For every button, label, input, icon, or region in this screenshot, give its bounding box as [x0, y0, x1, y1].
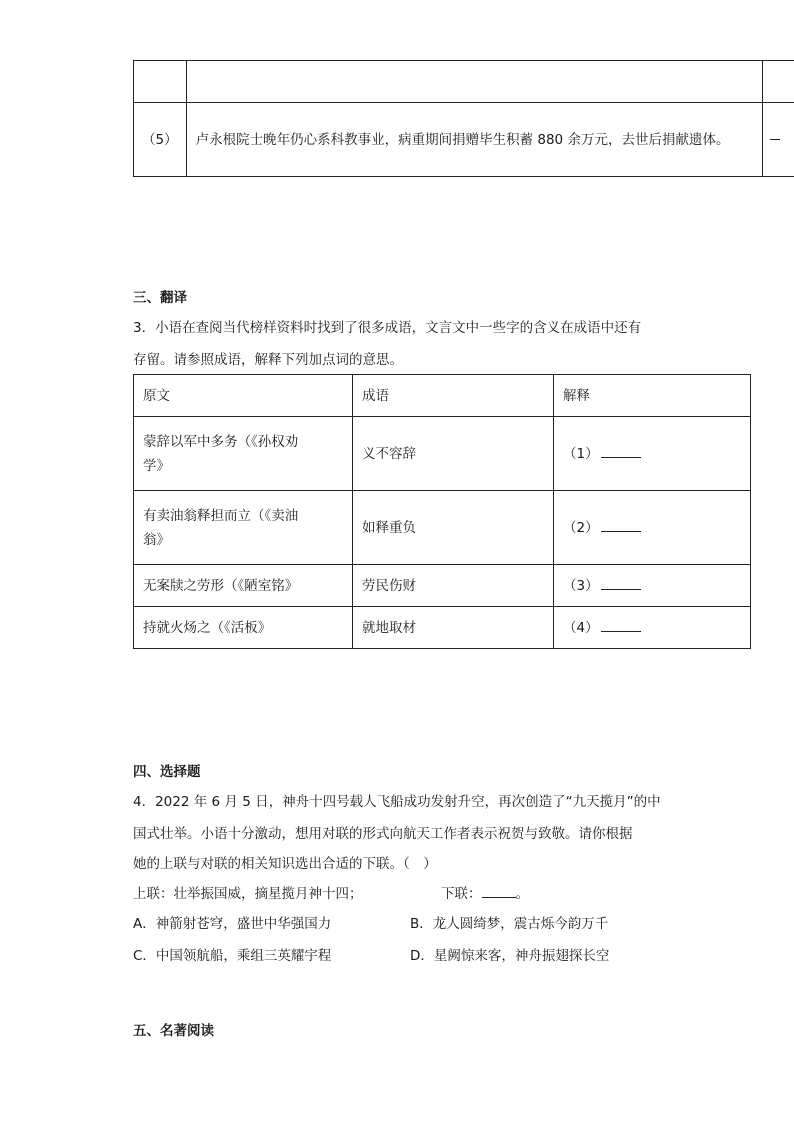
- question-4-line-3: 她的上联与对联的相关知识选出合适的下联。（ ）: [133, 856, 437, 872]
- option-c[interactable]: C．中国领航船，乘组三英耀宇程: [133, 948, 332, 964]
- upper-couplet: 上联：壮举振国威，摘星揽月神十四；: [133, 886, 363, 902]
- table-cell-empty: [763, 61, 794, 103]
- answer-blank[interactable]: [601, 517, 641, 532]
- answer-line: [770, 139, 780, 140]
- answer-cell[interactable]: （1）: [554, 417, 751, 491]
- achievement-table: [133, 60, 794, 177]
- table-row: [134, 417, 751, 491]
- idiom: 就地取材: [353, 607, 554, 649]
- question-4-line-1: 4．2022 年 6 月 5 日，神舟十四号载人飞船成功发射升空，再次创造了“九天揽月”的中: [133, 794, 661, 810]
- header-explanation: 解释: [554, 375, 751, 417]
- answer-blank[interactable]: [482, 883, 516, 898]
- original-text: 蒙辞以军中多务（《孙权劝 学》: [134, 417, 353, 491]
- option-d[interactable]: D．星阙惊来客，神舟振翅探长空: [410, 948, 610, 964]
- idiom: 如释重负: [353, 491, 554, 565]
- idiom: 劳民伤财: [353, 565, 554, 607]
- section-heading-classics: 五、名著阅读: [133, 1023, 214, 1039]
- table-header-row: [134, 375, 751, 417]
- original-text: 有卖油翁释担而立（《卖油 翁》: [134, 491, 353, 565]
- table-cell-answer: [763, 103, 794, 177]
- answer-blank[interactable]: [601, 443, 641, 458]
- original-text: 无案牍之劳形（《陋室铭》: [134, 565, 353, 607]
- idiom: 义不容辞: [353, 417, 554, 491]
- section-heading-translation: 三、翻译: [133, 290, 187, 306]
- question-4-line-2: 国式壮举。小语十分激动，想用对联的形式向航天工作者表示祝贺与致敬。请你根据: [133, 826, 633, 842]
- translation-table: [133, 374, 751, 649]
- option-b[interactable]: B．龙人圆绮梦，震古烁今韵万千: [410, 916, 609, 932]
- table-cell-empty: [134, 61, 187, 103]
- table-row: [134, 607, 751, 649]
- answer-blank[interactable]: [601, 575, 641, 590]
- original-text: 持就火炀之（《活板》: [134, 607, 353, 649]
- row-text: 卢永根院士晚年仍心系科教事业，病重期间捐赠毕生积蓄 880 余万元，去世后捐献遗体。: [186, 103, 762, 177]
- answer-cell[interactable]: （3）: [554, 565, 751, 607]
- table-row: [134, 491, 751, 565]
- option-a[interactable]: A．神箭射苍穹，盛世中华强国力: [133, 916, 332, 932]
- header-original: 原文: [134, 375, 353, 417]
- section-heading-choice: 四、选择题: [133, 764, 201, 780]
- table-row: [134, 565, 751, 607]
- question-3-line-1: 3．小语在查阅当代榜样资料时找到了很多成语，文言文中一些字的含义在成语中还有: [133, 320, 642, 336]
- header-idiom: 成语: [353, 375, 554, 417]
- answer-cell[interactable]: （4）: [554, 607, 751, 649]
- answer-cell[interactable]: （2）: [554, 491, 751, 565]
- row-number: （5）: [134, 103, 187, 177]
- table-row: [134, 61, 794, 103]
- question-3-line-2: 存留。请参照成语，解释下列加点词的意思。: [133, 352, 403, 368]
- lower-couplet: 下联： 。: [441, 878, 529, 910]
- answer-blank[interactable]: [601, 617, 641, 632]
- table-cell-empty: [186, 61, 762, 103]
- table-row: [134, 103, 794, 177]
